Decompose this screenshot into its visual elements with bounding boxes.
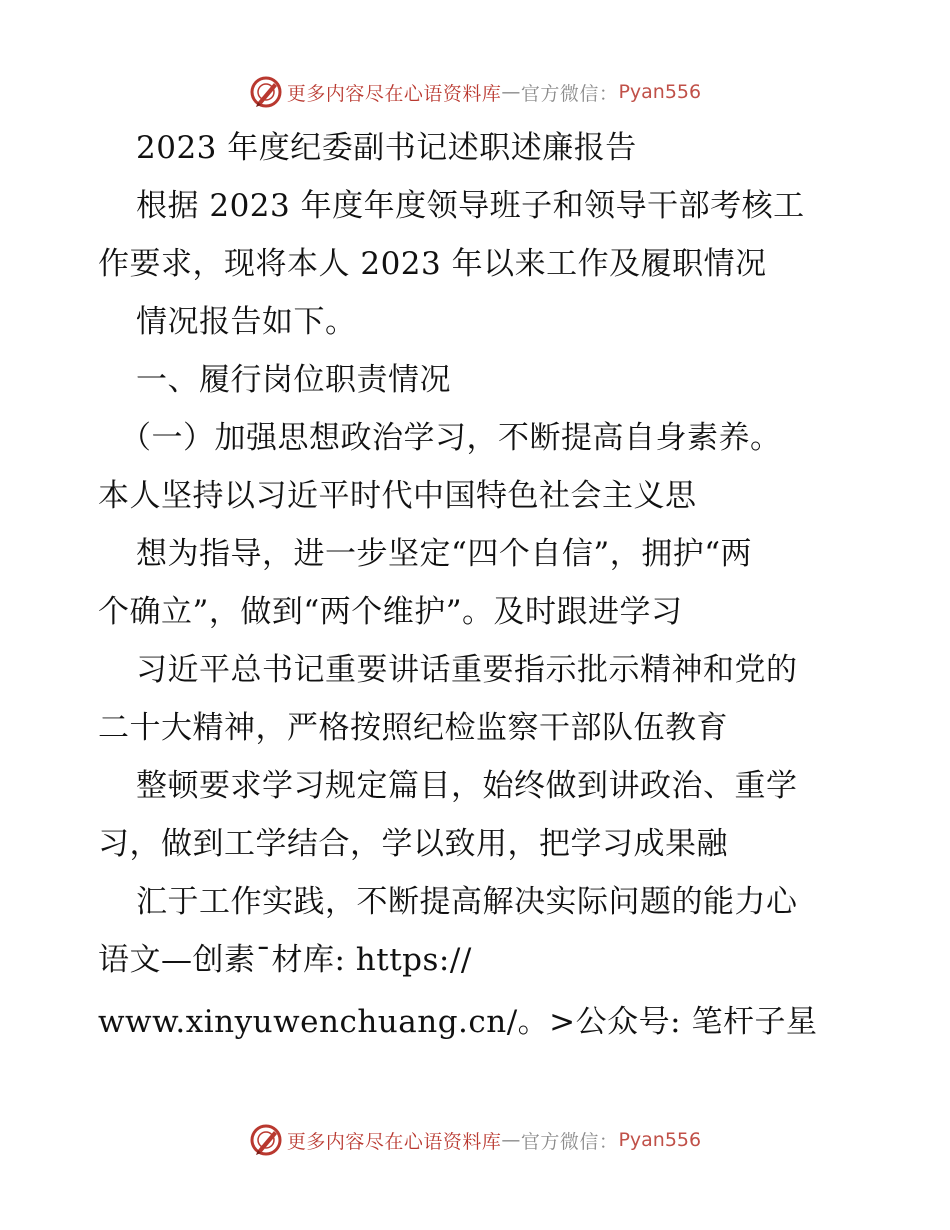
document-title: 2023 年度纪委副书记述职述廉报告 <box>136 130 637 166</box>
paragraph-line: 习，做到工学结合，学以致用，把学习成果融 <box>98 826 728 862</box>
paragraph-line: 本人坚持以习近平时代中国特色社会主义思 <box>98 478 697 514</box>
header-watermark <box>0 72 950 112</box>
footer-watermark <box>0 1120 950 1160</box>
watermark-label: 官方微信： <box>520 82 619 105</box>
watermark-label: 官方微信： <box>520 1130 619 1153</box>
watermark-separator: — <box>501 1129 521 1151</box>
paragraph-line: 二十大精神，严格按照纪检监察干部队伍教育 <box>98 710 728 746</box>
paragraph-line: 习近平总书记重要讲话重要指示批示精神和党的 <box>136 652 798 688</box>
pen-circle-logo-icon <box>249 1123 283 1157</box>
watermark-id: Pyan556 <box>618 81 702 103</box>
pen-circle-logo-icon <box>249 75 283 109</box>
watermark-brand: 更多内容尽在心语资料库 <box>286 82 502 105</box>
paragraph-line: 想为指导，进一步坚定“四个自信”，拥护“两 <box>136 536 753 572</box>
paragraph-line: www.xinyuwenchuang.cn/。>公众号: 笔杆子星 <box>98 1004 818 1040</box>
section-heading: 一、履行岗位职责情况 <box>136 362 451 398</box>
watermark-separator: — <box>501 81 521 103</box>
watermark-brand: 更多内容尽在心语资料库 <box>286 1130 502 1153</box>
watermark-id: Pyan556 <box>618 1129 702 1151</box>
paragraph-line: 汇于工作实践，不断提高解决实际问题的能力心 <box>136 884 798 920</box>
paragraph-line: 个确立”，做到“两个维护”。及时跟进学习 <box>98 594 683 630</box>
paragraph-line: 语文—创素¯材库: https:// <box>98 942 472 978</box>
paragraph-line: 整顿要求学习规定篇目，始终做到讲政治、重学 <box>136 768 798 804</box>
paragraph-line: 根据 2023 年度年度领导班子和领导干部考核工 <box>136 188 805 224</box>
paragraph-line: 作要求，现将本人 2023 年以来工作及履职情况 <box>98 246 767 282</box>
subsection-heading: （一）加强思想政治学习，不断提高自身素养。 <box>120 420 782 456</box>
paragraph-line: 情况报告如下。 <box>136 304 357 340</box>
